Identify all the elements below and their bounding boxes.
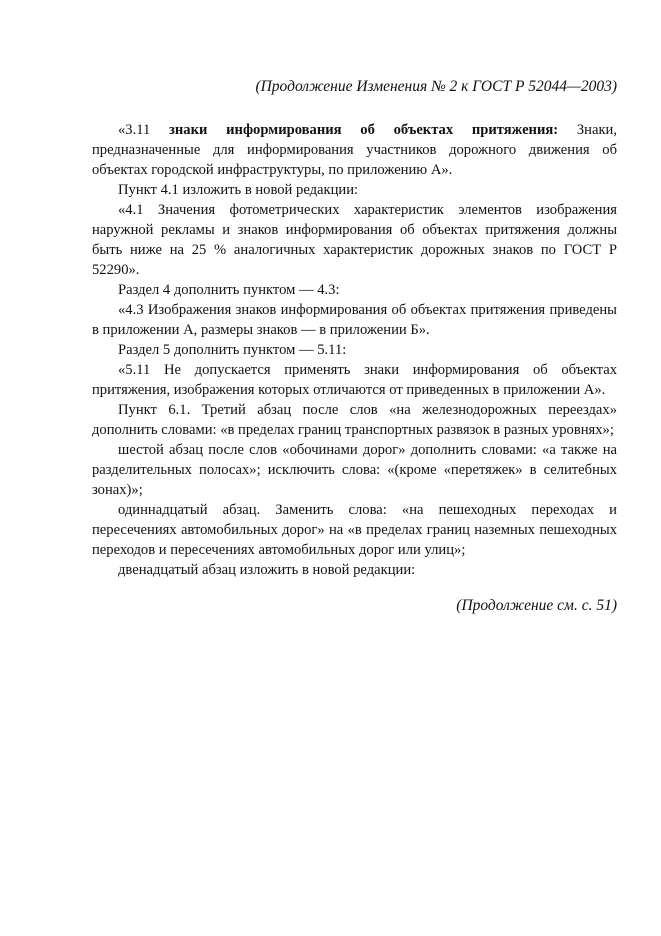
- paragraph-6-1-twelfth: двенадцатый абзац изложить в новой редакции:: [118, 562, 416, 578]
- paragraph-section-4-intro: Раздел 4 дополнить пунктом — 4.3:: [118, 282, 340, 298]
- paragraph-6-1-third: Пункт 6.1. Третий абзац после слов «на железнодорожных переездах» дополнить словами: «в пределах границ транспортных развязок в разных уровнях»;: [92, 402, 617, 438]
- paragraph-4-1: «4.1 Значения фотометрических характеристик элементов изображения наружной рекламы и знаков информирования об объектах притяжения должны быть ниже на 25 % аналогичных характеристик дорожных знаков по ГОСТ Р 52290».: [92, 202, 617, 278]
- page-footer: (Продолжение см. с. 51): [456, 597, 617, 614]
- page-header: (Продолжение Изменения № 2 к ГОСТ Р 52044—2003): [255, 78, 617, 95]
- paragraph-item-4-1-intro: Пункт 4.1 изложить в новой редакции:: [118, 182, 359, 198]
- term-bold: знаки информирования об объектах притяжения:: [169, 122, 559, 138]
- paragraph-6-1-eleventh: одиннадцатый абзац. Заменить слова: «на пешеходных переходах и пересечениях автомобильных дорог» на «в пределах границ наземных пешеходных переходов и пересечениях автомобильных дорог или улиц»;: [92, 502, 617, 558]
- paragraph-section-5-intro: Раздел 5 дополнить пунктом — 5.11:: [118, 342, 347, 358]
- paragraph-5-11: «5.11 Не допускается применять знаки информирования об объектах притяжения, изображения которых отличаются от приведенных в приложении А».: [92, 362, 617, 398]
- paragraph-3-11-rest: Знаки, предназначенные для информирования участников дорожного движения об объектах городской инфраструктуры, по приложению А».: [92, 122, 617, 178]
- paragraph-3-11-start: «3.11: [118, 122, 170, 138]
- document-body: [92, 120, 617, 580]
- paragraph-3-11: [92, 120, 617, 180]
- paragraph-6-1-sixth: шестой абзац после слов «обочинами дорог» дополнить словами: «а также на разделительных полосах»; исключить слова: «(кроме «перетяжек» в селитебных зонах)»;: [92, 442, 617, 498]
- paragraph-4-3: «4.3 Изображения знаков информирования об объектах притяжения приведены в приложении А, размеры знаков — в приложении Б».: [92, 302, 617, 338]
